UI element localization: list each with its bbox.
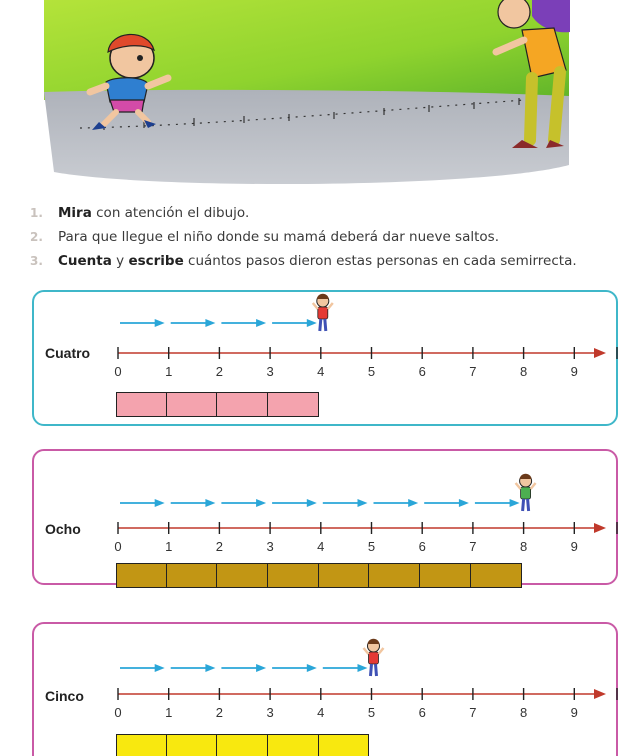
step-cell [268, 392, 319, 417]
person-figure [313, 294, 333, 331]
step-arrowhead [155, 319, 165, 327]
tick-label: 8 [519, 364, 528, 379]
tick-label: 4 [317, 539, 325, 554]
tick-label: 3 [266, 705, 274, 720]
step-arrowhead [205, 499, 215, 507]
exercise-label: Cuatro [45, 345, 91, 361]
tick-label: 8 [519, 705, 528, 720]
step-arrowhead [459, 499, 469, 507]
tick-label: 3 [266, 364, 274, 379]
tick-label: 2 [215, 539, 223, 554]
step-arrowhead [256, 499, 266, 507]
tick-label: 7 [469, 705, 477, 720]
step-cell [167, 392, 218, 417]
instruction-number: 3. [30, 254, 43, 268]
step-cell [319, 734, 370, 756]
instruction-text: y [111, 253, 129, 269]
exercise-label: Cinco [45, 688, 84, 704]
instruction-text: con atención el dibujo. [91, 205, 250, 221]
tick-label: 6 [418, 539, 426, 554]
step-cell [268, 563, 319, 588]
step-cell [116, 392, 167, 417]
step-cell [217, 734, 268, 756]
exercise-card-1 [32, 290, 618, 426]
step-arrowhead [256, 319, 266, 327]
instruction-item [30, 252, 620, 276]
tick-label: 8 [519, 539, 528, 554]
step-cell [369, 563, 420, 588]
tick-label: 4 [317, 364, 325, 379]
step-arrowhead [205, 664, 215, 672]
step-arrowhead [307, 319, 317, 327]
instruction-item [30, 204, 620, 228]
illustration-boy-and-mother [44, 0, 574, 190]
step-arrowhead [510, 499, 520, 507]
tick-label: 6 [418, 364, 426, 379]
step-cells [116, 563, 522, 588]
step-cell [319, 563, 370, 588]
tick-label: 7 [469, 364, 477, 379]
number-line-arrowhead [594, 523, 606, 533]
instructions-list [30, 204, 620, 276]
tick-label: 6 [418, 705, 426, 720]
number-line-arrowhead [594, 689, 606, 699]
step-cell [116, 734, 167, 756]
tick-label: 0 [114, 364, 122, 379]
person-figure [364, 639, 384, 676]
step-arrowhead [155, 664, 165, 672]
tick-label: 2 [215, 364, 223, 379]
person-figure [516, 474, 536, 511]
exercise-card-2 [32, 449, 618, 585]
step-arrowhead [155, 499, 165, 507]
step-cell [471, 563, 522, 588]
step-cell [420, 563, 471, 588]
instruction-bold: Mira [58, 205, 92, 221]
step-arrowhead [205, 319, 215, 327]
step-cell [217, 392, 268, 417]
instruction-text: Para que llegue el niño donde su mamá deberá dar nueve saltos. [58, 229, 499, 245]
step-cells [116, 392, 319, 417]
tick-label: 1 [165, 705, 173, 720]
instruction-number: 1. [30, 206, 43, 220]
tick-label: 1 [165, 364, 173, 379]
step-arrowhead [256, 664, 266, 672]
exercise-card-3 [32, 622, 618, 756]
exercise-label: Ocho [45, 521, 81, 537]
step-arrowhead [307, 499, 317, 507]
step-arrowhead [307, 664, 317, 672]
tick-label: 9 [570, 364, 578, 379]
tick-label: 3 [266, 539, 274, 554]
step-cells [116, 734, 369, 756]
step-arrowhead [358, 499, 368, 507]
instruction-number: 2. [30, 230, 43, 244]
tick-label: 5 [367, 705, 376, 720]
tick-label: 5 [367, 364, 376, 379]
tick-label: 9 [570, 539, 578, 554]
step-cell [217, 563, 268, 588]
tick-label: 0 [114, 705, 122, 720]
step-arrowhead [408, 499, 418, 507]
tick-label: 2 [215, 705, 223, 720]
step-cell [167, 734, 218, 756]
instruction-bold: escribe [128, 253, 184, 269]
step-arrowhead [358, 664, 368, 672]
tick-label: 1 [165, 539, 173, 554]
instruction-item [30, 228, 620, 252]
step-cell [167, 563, 218, 588]
tick-label: 4 [317, 705, 325, 720]
tick-label: 0 [114, 539, 122, 554]
tick-label: 7 [469, 539, 477, 554]
instruction-text: cuántos pasos dieron estas personas en cada semirrecta. [183, 253, 577, 269]
instruction-bold: Cuenta [58, 253, 112, 269]
step-cell [116, 563, 167, 588]
tick-label: 9 [570, 705, 578, 720]
step-cell [268, 734, 319, 756]
tick-label: 5 [367, 539, 376, 554]
number-line-arrowhead [594, 348, 606, 358]
